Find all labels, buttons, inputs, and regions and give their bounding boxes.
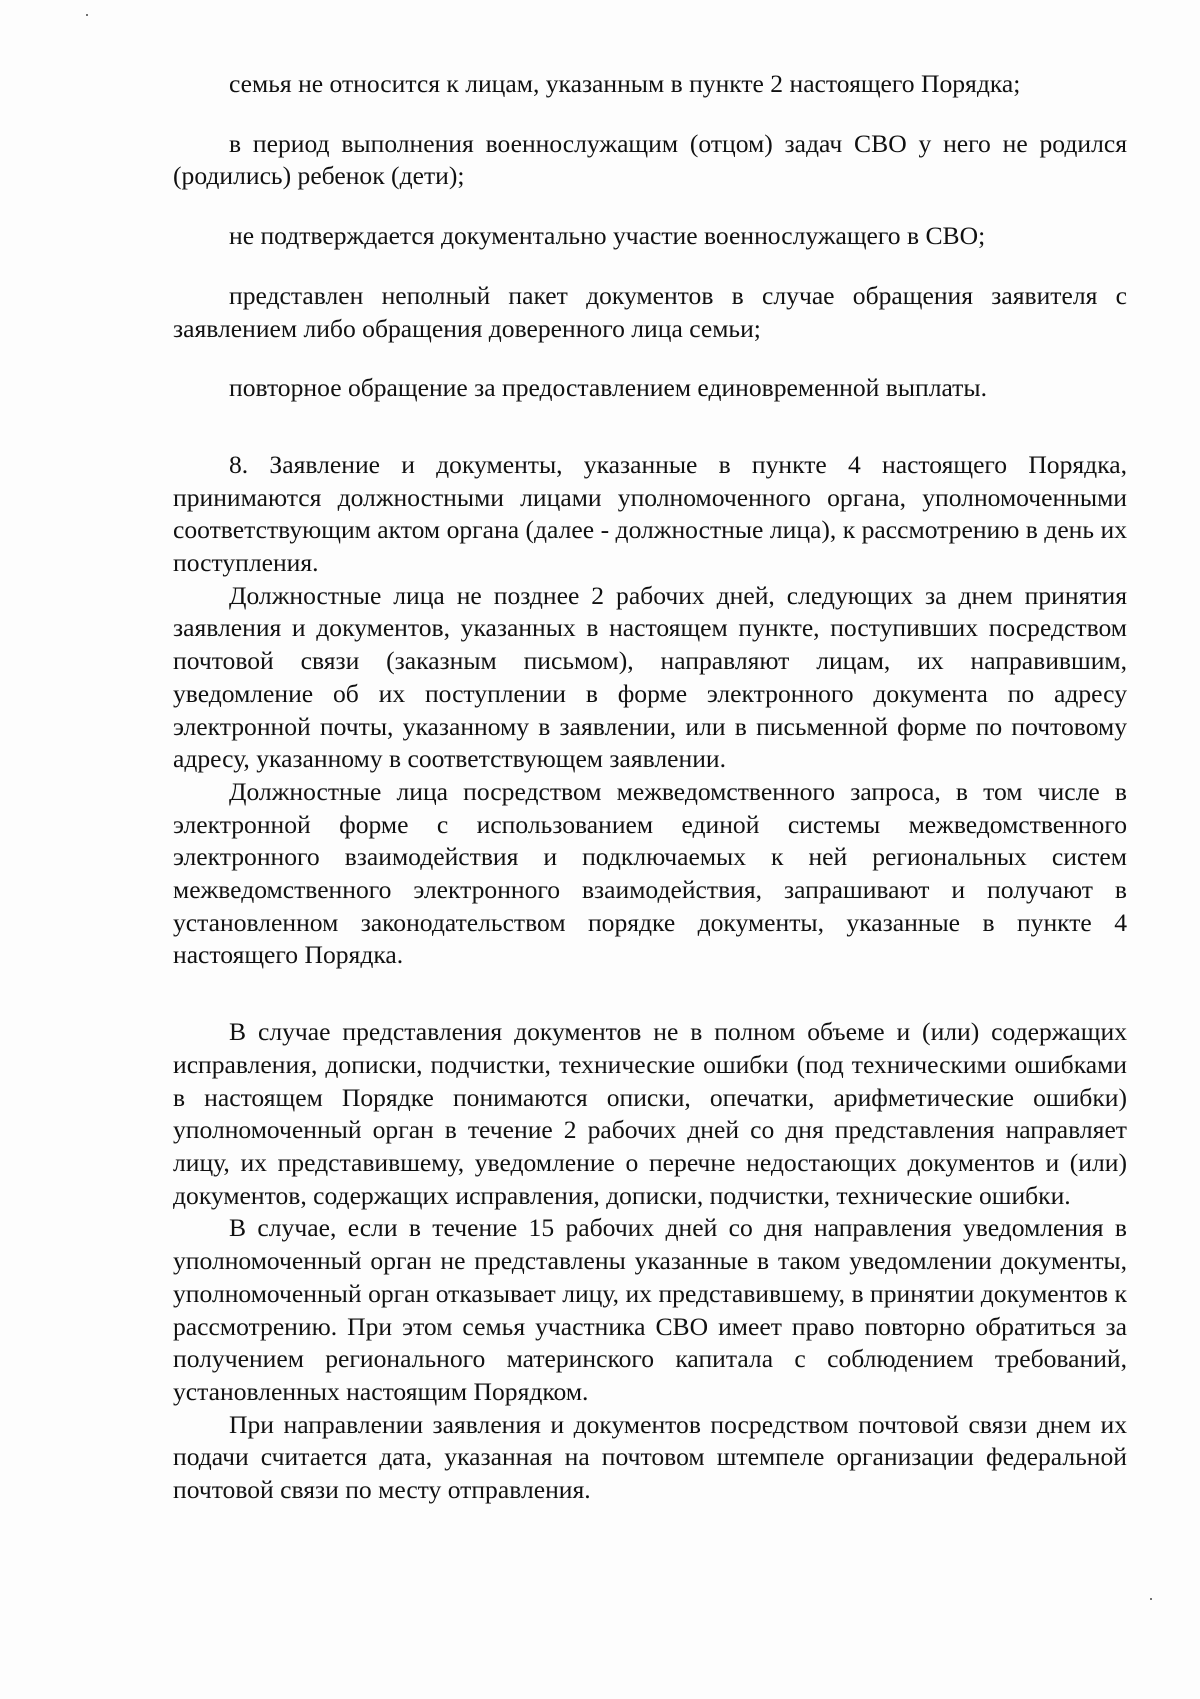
paragraph-8: Должностные лица посредством межведомственного запроса, в том числе в электронной форме с использованием единой системы межведомственного электронного взаимодействия и подключаемых к ней региональных систем межведомственного электронного взаимодействия, запрашивают и получают в установленном законодательством порядке документы, указанные в пункте 4 настоящего Порядка. bbox=[173, 776, 1127, 970]
paragraph-11: При направлении заявления и документов посредством почтовой связи днем их подачи считается дата, указанная на почтовом штемпеле организации федеральной почтовой связи по месту отправления. bbox=[173, 1409, 1127, 1505]
paragraph-3: не подтверждается документально участие военнослужащего в СВО; bbox=[229, 221, 986, 251]
paragraph-10: В случае, если в течение 15 рабочих дней со дня направления уведомления в уполномоченный орган не представлены указанные в таком уведомлении документы, уполномоченный орган отказывает лицу, их представившему, в принятии документов к рассмотрению. При этом семья участника СВО имеет право повторно обратиться за получением регионального материнского капитала с соблюдением требований, установленных настоящим Порядком. bbox=[173, 1213, 1127, 1406]
paragraph-2: в период выполнения военнослужащим (отцом) задач СВО у него не родился (родились) ребенок (дети); bbox=[173, 128, 1127, 191]
paragraph-4: представлен неполный пакет документов в случае обращения заявителя с заявлением либо обращения доверенного лица семьи; bbox=[173, 280, 1127, 343]
paragraph-9: В случае представления документов не в полном объеме и (или) содержащих исправления, дописки, подчистки, технические ошибки (под техническими ошибками в настоящем Порядке понимаются описки, опечатки, арифметические ошибки) уполномоченный орган в течение 2 рабочих дней со дня представления направляет лицу, их представившему, уведомление о перечне недостающих документов и (или) документов, содержащих исправления, дописки, подчистки, технические ошибки. bbox=[173, 1017, 1127, 1210]
paragraph-7: Должностные лица не позднее 2 рабочих дней, следующих за днем принятия заявления и документов, указанных в настоящем пункте, поступивших посредством почтовой связи (заказным письмом), направляют лицам, их направившим, уведомление об их поступлении в форме электронного документа по адресу электронной почты, указанному в заявлении, или в письменной форме по почтовому адресу, указанному в соответствующем заявлении. bbox=[173, 580, 1127, 774]
paragraph-5: повторное обращение за предоставлением единовременной выплаты. bbox=[229, 373, 987, 403]
paragraph-6: 8. Заявление и документы, указанные в пункте 4 настоящего Порядка, принимаются должностными лицами уполномоченного органа, уполномоченными соответствующим актом органа (далее - должностные лица), к рассмотрению в день их поступления. bbox=[173, 449, 1127, 578]
paragraph-1: семья не относится к лицам, указанным в пункте 2 настоящего Порядка; bbox=[229, 69, 1021, 98]
scan-speck bbox=[1150, 1598, 1152, 1600]
document-body bbox=[173, 68, 1127, 1507]
scan-speck bbox=[86, 14, 88, 16]
